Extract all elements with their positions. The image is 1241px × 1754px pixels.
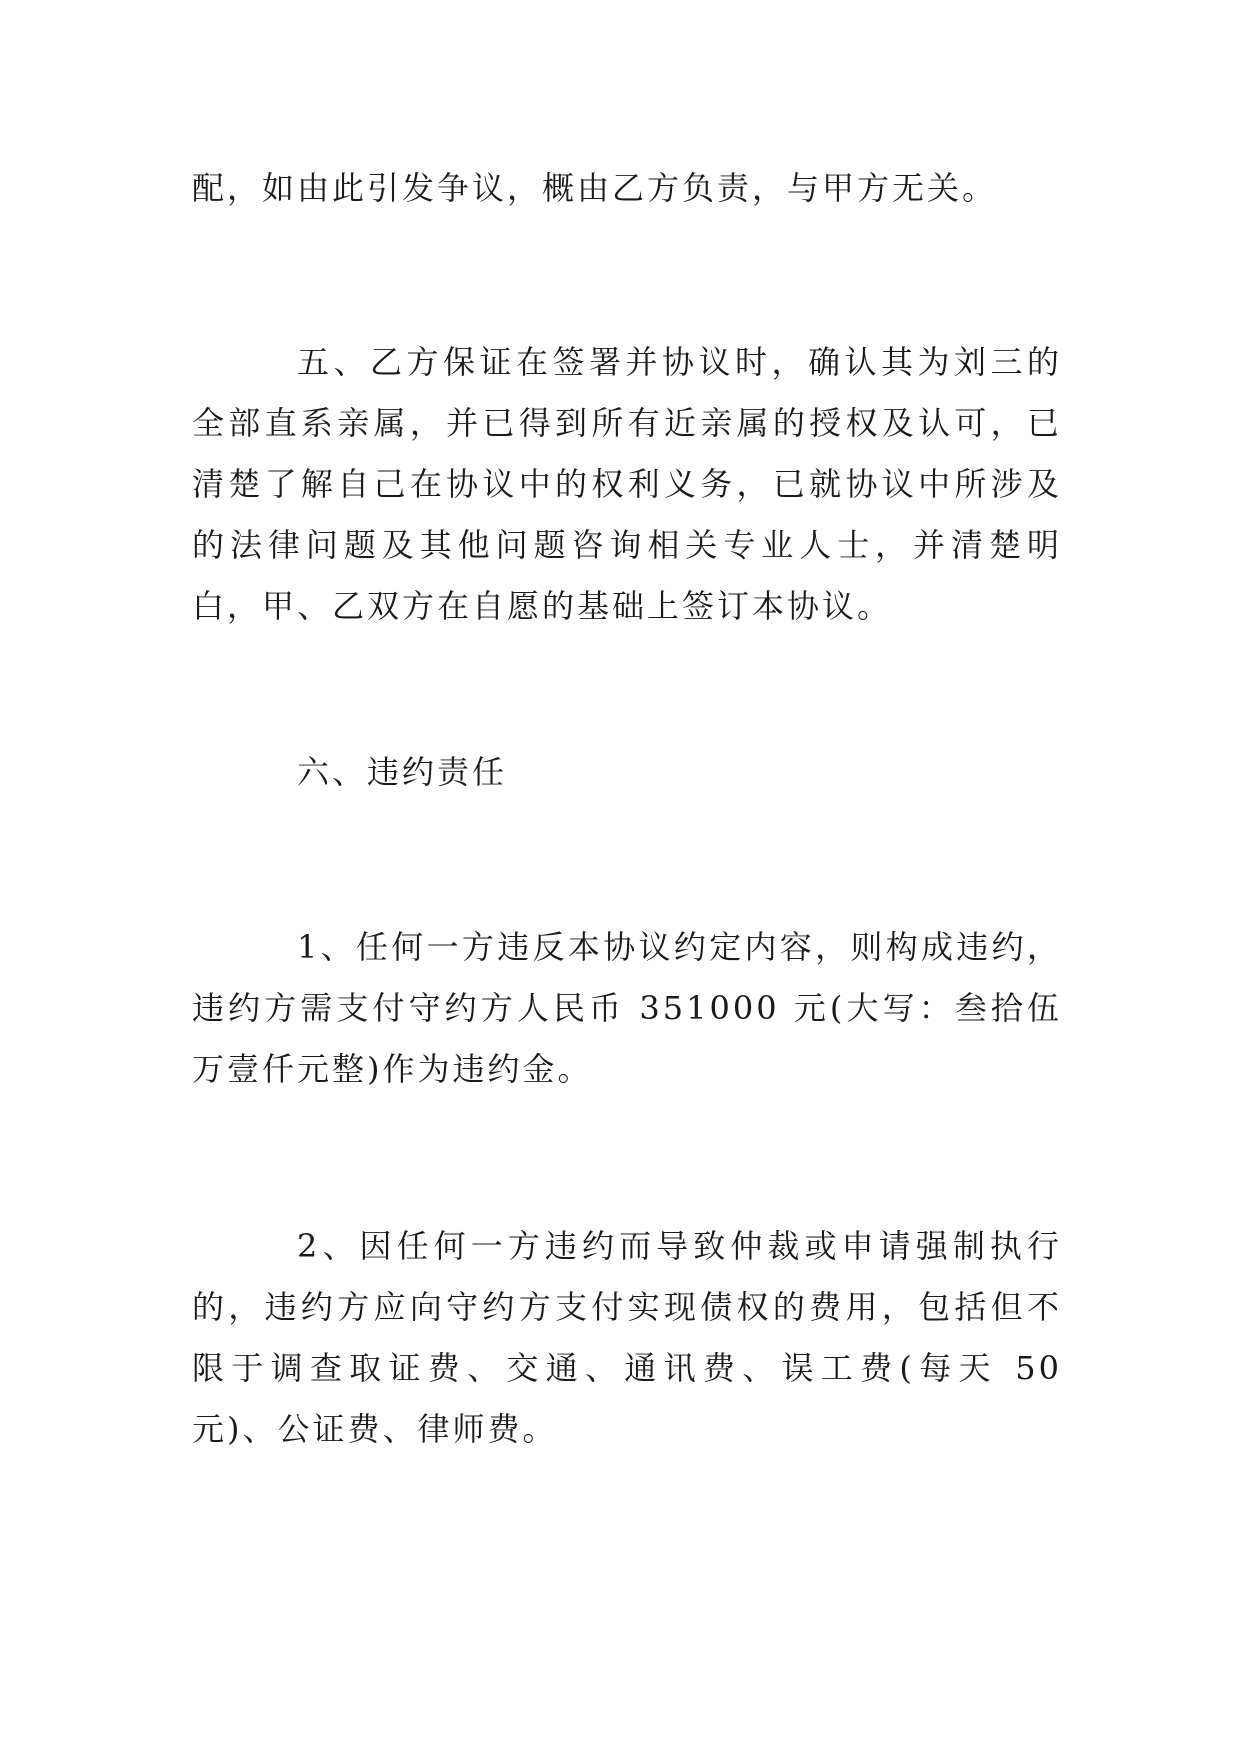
paragraph-continuation: 配，如由此引发争议，概由乙方负责，与甲方无关。 — [192, 169, 998, 207]
paragraph-clause-1: 1、任何一方违反本协议约定内容，则构成违约，违约方需支付守约方人民币 351000 元(大写：叁拾伍万壹仟元整)作为违约金。 — [192, 928, 1062, 1088]
section-heading-breach-liability: 六、违约责任 — [297, 753, 508, 791]
paragraph-clause-2: 2、因任何一方违约而导致仲裁或申请强制执行的，违约方应向守约方支付实现债权的费用，包括但不限于调查取证费、交通、通讯费、误工费(每天 50 元)、公证费、律师费。 — [192, 1227, 1062, 1448]
paragraph-clause-five: 五、乙方保证在签署并协议时，确认其为刘三的全部直系亲属，并已得到所有近亲属的授权及认可，已清楚了解自己在协议中的权利义务，已就协议中所涉及的法律问题及其他问题咨询相关专业人士，并清楚明白，甲、乙双方在自愿的基础上签订本协议。 — [192, 343, 1062, 625]
